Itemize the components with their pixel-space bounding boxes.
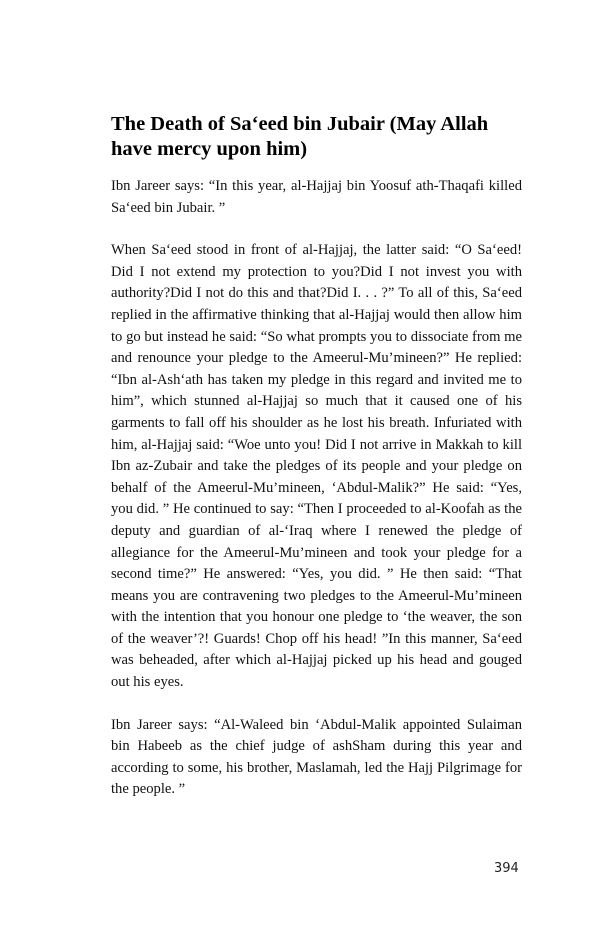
paragraph-2: When Sa‘eed stood in front of al-Hajjaj, the latter said: “O Sa‘eed! Did I not extend my protection to you?Did I not invest you with authority?Did I not do this and that?Did I. . . ?” To all of this, Sa‘eed replied in the affirmative thinking that al-Hajjaj would then allow him to go but instead he said: “So what prompts you to dissociate from me and renounce your pledge to the Ameerul-Mu’mineen?” He replied: “Ibn al-Ash‘ath has taken my pledge in this regard and invited me to him”, which stunned al-Hajjaj so much that it caused one of his garments to fall off his shoulder as he lost his breath. Infuriated with him, al-Hajjaj said: “Woe unto you! Did I not arrive in Makkah to kill Ibn az-Zubair and take the pledges of its people and your pledge on behalf of the Ameerul-Mu’mineen, ‘Abdul-Malik?” He said: “Yes, you did. ” He continued to say: “Then I proceeded to al-Koofah as the deputy and guardian of al-‘Iraq where I renewed the pledge of allegiance for the Ameerul-Mu’mineen and took your pledge for a second time?” He answered: “Yes, you did. ” He then said: “That means you are contravening two pledges to the Ameerul-Mu’mineen with the intention that you honour one pledge to ‘the weaver, the son of the weaver’?! Guards! Chop off his head! ”In this manner, Sa‘eed was beheaded, after which al-Hajjaj picked up his head and gouged out his eyes. <box>111 242 522 691</box>
page-content <box>111 112 522 822</box>
chapter-title: The Death of Sa‘eed bin Jubair (May Allah have mercy upon him) <box>111 113 489 160</box>
paragraph-1: Ibn Jareer says: “In this year, al-Hajjaj bin Yoosuf ath-Thaqafi killed Sa‘eed bin Jubair. ” <box>111 178 522 216</box>
paragraph-3: Ibn Jareer says: “Al-Waleed bin ‘Abdul-Malik appointed Sulaiman bin Habeeb as the chief judge of ashSham during this year and according to some, his brother, Maslamah, led the Hajj Pilgrimage for the people. ” <box>111 716 522 798</box>
page-number: 394 <box>494 861 519 876</box>
